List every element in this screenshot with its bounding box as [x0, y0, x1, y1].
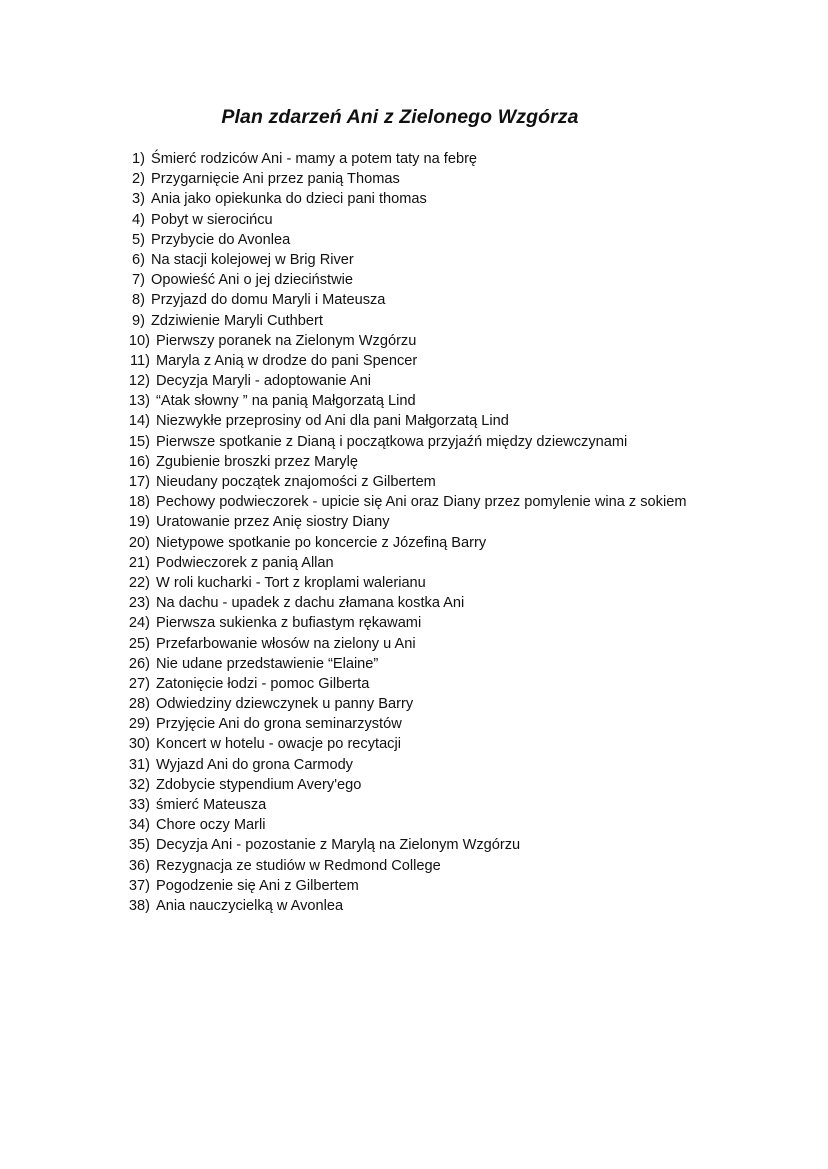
list-item-text: “Atak słowny ” na panią Małgorzatą Lind: [156, 393, 416, 410]
list-item-text: Nietypowe spotkanie po koncercie z Józefiną Barry: [156, 534, 487, 551]
list-item-text: śmierć Mateusza: [156, 797, 267, 813]
list-item-text: Pechowy podwieczorek - upicie się Ani oraz Diany przez pomylenie wina z sokiem: [156, 494, 687, 511]
list-item-number: 24): [128, 615, 150, 632]
list-item-text: Opowieść Ani o jej dzieciństwie: [151, 272, 353, 289]
event-plan-list: [122, 149, 686, 916]
list-item: [122, 815, 686, 835]
list-item: [122, 533, 686, 553]
list-item-text: Pierwszy poranek na Zielonym Wzgórzu: [156, 332, 417, 349]
list-item-text: Pogodzenie się Ani z Gilbertem: [156, 877, 359, 894]
list-item: [122, 290, 686, 310]
list-item-number: 37): [128, 877, 150, 894]
list-item-text: Wyjazd Ani do grona Carmody: [156, 756, 353, 773]
list-item-text: Odwiedziny dziewczynek u panny Barry: [156, 696, 414, 713]
list-item-number: 35): [128, 837, 150, 854]
list-item-text: Przybycie do Avonlea: [151, 231, 291, 248]
list-item: [122, 331, 686, 351]
list-item-number: 34): [128, 817, 150, 834]
list-item-number: 17): [128, 474, 150, 490]
list-item-text: Rezygnacja ze studiów w Redmond College: [156, 857, 441, 874]
list-item-number: 33): [128, 797, 150, 813]
list-item-text: Koncert w hotelu - owacje po recytacji: [156, 736, 401, 753]
list-item: [122, 230, 686, 250]
list-item-number: 21): [128, 554, 150, 571]
list-item-text: Przyjęcie Ani do grona seminarzystów: [156, 716, 402, 733]
list-item-number: 3): [132, 191, 145, 208]
list-item: [122, 654, 686, 674]
list-item: [122, 250, 686, 270]
list-item: [122, 553, 686, 573]
list-item-text: Nieudany początek znajomości z Gilbertem: [156, 474, 436, 490]
list-item: [122, 734, 686, 754]
list-item-text: Na stacji kolejowej w Brig River: [151, 251, 354, 268]
list-item: [122, 573, 686, 593]
list-item: [122, 472, 686, 492]
list-item-text: Przefarbowanie włosów na zielony u Ani: [156, 635, 416, 652]
list-item-number: 38): [128, 897, 150, 914]
list-item-number: 11): [129, 352, 150, 369]
list-item-number: 1): [132, 151, 145, 167]
list-item: [122, 452, 686, 472]
list-item-number: 7): [132, 272, 145, 289]
list-item-number: 15): [128, 433, 150, 450]
list-item: [122, 270, 686, 290]
list-item-text: Uratowanie przez Anię siostry Diany: [156, 514, 390, 531]
document-title: Plan zdarzeń Ani z Zielonego Wzgórza: [221, 106, 579, 128]
list-item: [122, 876, 686, 896]
list-item: [122, 189, 686, 209]
list-item-number: 32): [128, 776, 150, 793]
list-item-text: Zatonięcie łodzi - pomoc Gilberta: [156, 675, 370, 692]
list-item-number: 5): [132, 231, 145, 248]
list-item: [122, 512, 686, 532]
list-item-text: Chore oczy Marli: [156, 817, 266, 834]
list-item-text: Śmierć rodziców Ani - mamy a potem taty na febrę: [151, 151, 478, 167]
list-item-number: 4): [132, 211, 145, 228]
list-item-number: 16): [128, 453, 150, 470]
list-item: [122, 835, 686, 855]
list-item-text: W roli kucharki - Tort z kroplami walerianu: [156, 574, 426, 591]
list-item-text: Decyzja Maryli - adoptowanie Ani: [156, 373, 371, 390]
list-item: [122, 169, 686, 189]
list-item-text: Na dachu - upadek z dachu złamana kostka Ani: [156, 595, 465, 612]
list-item-number: 13): [128, 393, 150, 410]
list-item: [122, 210, 686, 230]
list-item-number: 29): [128, 716, 150, 733]
list-item-number: 22): [128, 574, 150, 591]
list-item: [122, 856, 686, 876]
list-item: [122, 896, 686, 916]
list-item-text: Pobyt w sierocińcu: [151, 211, 273, 228]
list-item: [122, 674, 686, 694]
list-item-text: Ania nauczycielką w Avonlea: [156, 897, 344, 914]
list-item-number: 2): [132, 171, 145, 188]
list-item-text: Zdobycie stypendium Avery'ego: [156, 776, 362, 793]
list-item: [122, 149, 686, 169]
list-item-text: Ania jako opiekunka do dzieci pani thomas: [151, 191, 427, 208]
list-item-text: Przyjazd do domu Maryli i Mateusza: [151, 292, 386, 309]
list-item: [122, 755, 686, 775]
list-item-number: 27): [128, 675, 150, 692]
list-item: [122, 775, 686, 795]
list-item-text: Decyzja Ani - pozostanie z Marylą na Zielonym Wzgórzu: [156, 837, 521, 854]
list-item-text: Zdziwienie Maryli Cuthbert: [151, 312, 323, 329]
list-item-text: Pierwsza sukienka z bufiastym rękawami: [156, 615, 422, 632]
list-item-number: 14): [128, 413, 150, 430]
list-item: [122, 411, 686, 431]
list-item: [122, 795, 686, 815]
list-item-number: 19): [128, 514, 150, 531]
list-item: [122, 613, 686, 633]
list-item: [122, 371, 686, 391]
list-item: [122, 391, 686, 411]
list-item-number: 10): [128, 332, 150, 349]
list-item-text: Maryla z Anią w drodze do pani Spencer: [156, 352, 418, 369]
list-item: [122, 351, 686, 371]
list-item: [122, 634, 686, 654]
list-item-number: 23): [128, 595, 150, 612]
list-item-text: Pierwsze spotkanie z Dianą i początkowa przyjaźń między dziewczynami: [156, 433, 628, 450]
list-item-number: 8): [132, 292, 145, 309]
list-item-number: 26): [128, 655, 150, 672]
list-item-number: 18): [128, 494, 150, 511]
list-item-number: 12): [128, 373, 150, 390]
list-item-number: 28): [128, 696, 150, 713]
list-item-number: 36): [128, 857, 150, 874]
list-item-number: 30): [128, 736, 150, 753]
list-item-text: Zgubienie broszki przez Marylę: [156, 453, 358, 470]
list-item: [122, 432, 686, 452]
list-item-number: 9): [132, 312, 145, 329]
list-item: [122, 311, 686, 331]
list-item-text: Niezwykłe przeprosiny od Ani dla pani Małgorzatą Lind: [156, 413, 509, 430]
list-item-text: Nie udane przedstawienie “Elaine”: [156, 655, 379, 672]
list-item: [122, 714, 686, 734]
list-item-number: 25): [128, 635, 150, 652]
list-item: [122, 593, 686, 613]
list-item-text: Przygarnięcie Ani przez panią Thomas: [151, 171, 400, 188]
list-item-text: Podwieczorek z panią Allan: [156, 554, 334, 571]
list-item-number: 20): [128, 534, 150, 551]
list-item-number: 31): [128, 756, 150, 773]
list-item: [122, 694, 686, 714]
list-item-number: 6): [132, 251, 145, 268]
list-item: [122, 492, 686, 512]
